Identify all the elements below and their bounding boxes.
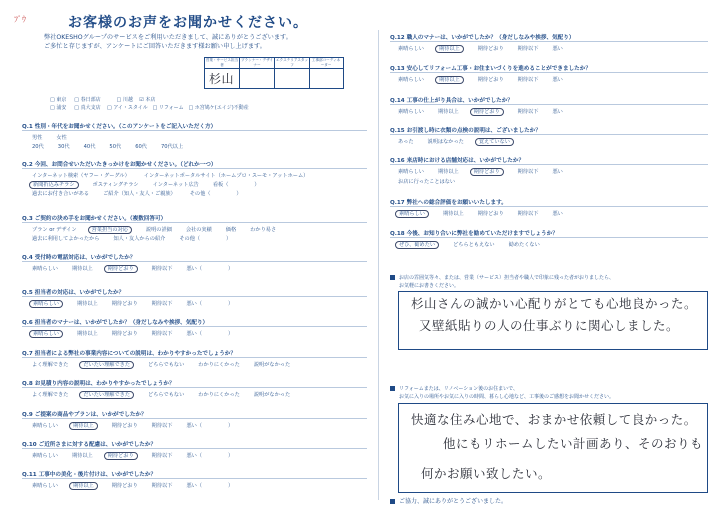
answer-option[interactable]: 期待以上 <box>437 169 459 175</box>
comment1-hand-line-2: 又壁紙貼りの人の仕事ぶりに関心しました。 <box>419 318 680 333</box>
answer-option[interactable]: 期待以上 <box>69 422 98 430</box>
option-row <box>398 108 577 115</box>
option-row <box>32 226 290 233</box>
staff-box <box>204 57 344 89</box>
answer-option[interactable]: 悪い <box>552 211 563 217</box>
answer-option[interactable]: 70代以上 <box>160 144 184 150</box>
branch-checkbox[interactable]: □ <box>107 105 112 111</box>
answer-option[interactable]: その他（ ） <box>189 191 242 197</box>
option-row <box>398 76 577 83</box>
answer-option[interactable]: 悪い（ ） <box>186 483 234 489</box>
option-row <box>398 210 577 217</box>
answer-option[interactable]: 覚えていない <box>475 138 514 146</box>
answer-option[interactable]: インターネット検索（ヤフー・グーグル） <box>32 173 130 179</box>
answer-option[interactable]: 期待以上 <box>71 266 93 272</box>
question-label: Q.9 ご提案の商品やプランは、いかがでしたか？ <box>22 412 147 418</box>
staff-header-exterior: エクステリアスタッフ <box>275 58 309 67</box>
answer-option[interactable]: 知人・友人からの紹介 <box>113 236 166 242</box>
answer-option[interactable]: 期待以下 <box>517 109 539 115</box>
answer-option[interactable]: 男性 <box>32 135 43 141</box>
answer-option[interactable]: あった <box>398 139 414 145</box>
option-row <box>398 168 577 175</box>
branch-checkbox[interactable]: □ <box>74 97 80 103</box>
answer-option[interactable]: 素晴らしい <box>32 423 58 429</box>
option-row <box>32 181 274 188</box>
answer-option[interactable]: 会社の実績 <box>185 227 212 233</box>
question-label: Q.3 ご契約の決め手をお聞かせください。（複数回答可） <box>22 216 167 222</box>
option-row <box>398 241 554 248</box>
answer-option[interactable]: 素晴らしい <box>29 300 63 308</box>
answer-option[interactable]: 素晴らしい <box>398 77 424 83</box>
question-label: Q.1 性別・年代をお聞かせください。（このアンケートをご記入いただく方） <box>22 124 217 130</box>
answer-option[interactable]: 20代 <box>32 144 44 150</box>
answer-option[interactable]: 悪い（ ） <box>186 453 234 459</box>
answer-option[interactable]: 期待以上 <box>442 211 464 217</box>
answer-option[interactable]: だいたい理解できた <box>79 361 134 369</box>
question-label: Q.8 お見積り内容の説明は、わかりやすかったでしょうか？ <box>22 381 175 387</box>
answer-option[interactable]: ぜひ、勧めたい <box>395 241 439 249</box>
answer-option[interactable]: 悪い <box>552 109 563 115</box>
square-bullet-icon <box>390 386 395 391</box>
answer-option[interactable]: 素晴らしい <box>398 169 424 175</box>
answer-option[interactable]: 看板（ ） <box>212 182 260 188</box>
answer-option[interactable]: ポスティングチラシ <box>92 182 139 188</box>
answer-option[interactable]: 新聞折込みチラシ <box>29 181 79 189</box>
option-row <box>32 235 245 242</box>
comment1-box[interactable] <box>398 291 708 350</box>
answer-option[interactable]: 期待以下 <box>517 46 539 52</box>
answer-option[interactable]: 悪い <box>552 46 563 52</box>
option-row <box>32 422 247 429</box>
answer-option[interactable]: 期待以下 <box>517 169 539 175</box>
answer-option[interactable]: 60代 <box>135 144 147 150</box>
staff-header-planner: プランナー・デザイナー <box>240 58 274 67</box>
question-label: Q.12 職人のマナーは、いかがでしたか？（身だしなみや挨拶、気配り） <box>390 35 575 41</box>
answer-option[interactable]: 期待どおり <box>477 46 504 52</box>
question-label: Q.14 工事の仕上がり具合は、いかがでしたか？ <box>390 98 513 104</box>
comment2-box[interactable] <box>398 403 708 493</box>
answer-option[interactable]: その他（ ） <box>179 236 232 242</box>
question-label: Q.13 安心してリフォーム工事・お住まいづくりを進めることができましたか？ <box>390 66 591 72</box>
option-row <box>32 190 256 197</box>
answer-option[interactable]: 期待以上 <box>437 109 459 115</box>
answer-option[interactable]: 期待どおり <box>470 168 504 176</box>
answer-option[interactable]: 50代 <box>109 144 122 150</box>
question-label: Q.7 担当者による弊社の事業内容についての説明は、わかりやすかったでしょうか？ <box>22 351 236 357</box>
answer-option[interactable]: 期待どおり <box>111 331 138 337</box>
option-row <box>32 391 304 398</box>
red-stamp-mark: ﾌﾟｳ <box>14 15 26 24</box>
option-row <box>32 300 247 307</box>
answer-option[interactable]: 期待どおり <box>104 265 138 273</box>
answer-option[interactable]: ご紹介（知人・友人・ご親族） <box>103 191 176 197</box>
answer-option[interactable]: インターネット広告 <box>152 182 199 188</box>
answer-option[interactable]: 期待以上 <box>435 76 464 84</box>
branch-checkbox-checked[interactable]: ☑ <box>139 97 144 103</box>
answer-option[interactable]: 勧めたくない <box>508 242 540 248</box>
answer-option[interactable]: 期待以上 <box>76 301 98 307</box>
answer-option-extra[interactable]: お店に行ったことはない <box>398 179 456 185</box>
comment2-hand-line-3: 何かお願い致したい。 <box>421 466 552 481</box>
square-bullet-icon <box>390 275 395 280</box>
answer-option[interactable]: 素晴らしい <box>32 266 58 272</box>
answer-option[interactable]: 説明はなかった <box>427 139 464 145</box>
staff-header-sales: 営業・サービス担当者 <box>205 58 239 67</box>
answer-option[interactable]: 期待どおり <box>477 77 504 83</box>
comment2-hand-line-2: 他にもリホームしたい計画あり、そのおりも <box>443 436 704 451</box>
option-row <box>32 361 304 368</box>
option-row <box>32 330 247 337</box>
answer-option[interactable]: 期待以下 <box>517 77 539 83</box>
square-bullet-icon <box>390 499 395 504</box>
answer-option[interactable]: 期待どおり <box>477 211 504 217</box>
answer-option[interactable]: 40代 <box>83 144 96 150</box>
comment1-prompt-2: お気軽にお書きください。 <box>399 283 460 289</box>
answer-option[interactable]: 期待以下 <box>517 211 539 217</box>
answer-option[interactable]: 説明がなかった <box>253 392 291 398</box>
question-label: Q.4 受付時の電話対応は、いかがでしたか？ <box>22 255 136 261</box>
answer-option[interactable]: インターネットポータルサイト（ホームプロ・スーモ・アットホーム） <box>143 173 309 179</box>
answer-option[interactable]: 期待以下 <box>151 483 173 489</box>
answer-option[interactable]: 価格 <box>225 227 237 233</box>
answer-option[interactable]: よく理解できた <box>32 362 69 368</box>
option-row <box>32 134 81 141</box>
answer-option[interactable]: 営業担当の対応 <box>88 226 132 234</box>
answer-option[interactable]: 説明がなかった <box>253 362 291 368</box>
option-row <box>398 138 528 145</box>
option-row <box>32 452 247 459</box>
answer-option[interactable]: 期待以下 <box>151 301 173 307</box>
branch-checkbox[interactable]: □ <box>74 105 80 111</box>
answer-option[interactable]: 期待以上 <box>69 482 98 490</box>
answer-option[interactable]: 期待以下 <box>151 266 173 272</box>
question-label: Q.15 お引渡し時に衣類の点検の説明は、ございましたか？ <box>390 128 541 134</box>
answer-option[interactable]: 説明の詳細 <box>145 227 172 233</box>
question-label: Q.5 担当者の対応は、いかがでしたか？ <box>22 290 125 296</box>
answer-option[interactable]: 素晴らしい <box>395 210 429 218</box>
answer-option[interactable]: どちらでもない <box>148 392 185 398</box>
answer-option[interactable]: だいたい理解できた <box>79 391 134 399</box>
answer-option[interactable]: 悪い（ ） <box>186 331 234 337</box>
answer-option[interactable]: 素晴らしい <box>29 330 63 338</box>
answer-option[interactable]: 過去にお付き合いがある <box>32 191 90 197</box>
comment1-hand-line-1: 杉山さんの誠かい心配りがとても心地良かった。 <box>411 296 698 311</box>
answer-option[interactable]: 素晴らしい <box>32 483 58 489</box>
answer-option[interactable]: 期待以上 <box>435 45 464 53</box>
staff-handwritten-name: 杉山 <box>209 72 235 86</box>
question-label: Q.16 来店時における店舗対応は、いかがでしたか？ <box>390 158 525 164</box>
staff-header-construction: 工事部コーディネーター <box>311 58 341 67</box>
comment2-hand-line-1: 快適な住み心地で、おまかせ依頼して良かった。 <box>411 412 697 427</box>
answer-option[interactable]: 期待どおり <box>111 301 138 307</box>
page-title: お客様のお声をお聞かせください。 <box>68 15 308 31</box>
answer-option[interactable]: 悪い（ ） <box>186 423 234 429</box>
answer-option[interactable]: どちらともえない <box>453 242 495 248</box>
option-row <box>32 172 322 179</box>
option-row <box>32 143 197 150</box>
option-row <box>398 45 577 52</box>
answer-option[interactable]: 期待どおり <box>470 108 504 116</box>
branch-checkbox[interactable]: □ <box>152 105 158 111</box>
answer-option[interactable]: 女性 <box>56 135 67 141</box>
question-label: Q.2 今回、お問合せいただいたきっかけをお聞かせください。（どれか一つ） <box>22 162 217 168</box>
answer-option[interactable]: わかりにくかった <box>198 362 240 368</box>
answer-option[interactable]: 期待以下 <box>151 423 173 429</box>
answer-option[interactable]: 期待どおり <box>104 452 138 460</box>
comment2-prompt-1: リフォームまたは、リノベーション後のお住まいで、 <box>390 385 518 392</box>
branch-checkbox[interactable]: □ <box>116 97 122 103</box>
answer-option[interactable]: どちらでもない <box>148 362 185 368</box>
answer-option[interactable]: 悪い <box>552 77 563 83</box>
answer-option[interactable]: よく理解できた <box>32 392 69 398</box>
branch-row-2: □ 浦安 □ 真大支店 □ アイ・スタイル □ リフォーム □ ホ宮鳩ケ(エイジ)不動産 <box>50 105 249 111</box>
answer-option[interactable]: 期待以上 <box>71 453 93 459</box>
answer-option[interactable]: 素晴らしい <box>398 109 424 115</box>
option-row <box>32 265 247 272</box>
answer-option[interactable]: 期待以下 <box>151 453 173 459</box>
intro-line-1: 弊社OKESHOグループのサービスをご利用いただきまして、誠にありがとうございます。 <box>44 34 292 41</box>
answer-option[interactable]: わかりにくかった <box>198 392 240 398</box>
question-label: Q.18 今後、お知り合いに弊社を勧めていただけますでしょうか？ <box>390 231 558 237</box>
answer-option[interactable]: 素晴らしい <box>32 453 58 459</box>
branch-checkbox[interactable]: □ <box>188 105 194 111</box>
answer-option[interactable]: 期待以上 <box>76 331 98 337</box>
question-label: Q.11 工事中の美化・後片付けは、いかがでしたか？ <box>22 472 157 478</box>
answer-option[interactable]: 期待以下 <box>151 331 173 337</box>
question-label: Q.10 ご近所さまに対する配慮は、いかがでしたか？ <box>22 442 157 448</box>
question-label: Q.6 担当者のマナーは、いかがでしたか？（身だしなみや挨拶、気配り） <box>22 320 209 326</box>
answer-option[interactable]: 悪い（ ） <box>186 301 234 307</box>
answer-option[interactable]: プラン or デザイン <box>32 227 77 233</box>
question-label: Q.17 弊社への総合評価をお願いいたします。 <box>390 200 507 206</box>
answer-option[interactable]: 過去に利用してよかったから <box>32 236 100 242</box>
footer-thanks: ご協力、誠にありがとうございました。 <box>390 496 507 505</box>
answer-option[interactable]: 期待どおり <box>111 423 138 429</box>
answer-option[interactable]: わかり易さ <box>250 227 277 233</box>
answer-option[interactable]: 悪い <box>552 169 563 175</box>
branch-checkbox[interactable]: □ <box>50 105 55 111</box>
comment1-prompt-1: お店の雰囲気等々、または、営業（サービス）担当者や職人で印象に残った者がおりましたら、 <box>390 274 614 281</box>
intro-line-2: ご多忙と存じますが、アンケートにご回答いただきます様お願い申し上げます。 <box>44 43 266 50</box>
answer-option[interactable]: 期待どおり <box>111 483 138 489</box>
branch-row-1: □ 東京 □ 春日部店 □ 川越 ☑ 本店 <box>50 97 156 103</box>
answer-option[interactable]: 素晴らしい <box>398 46 424 52</box>
answer-option[interactable]: 30代 <box>57 144 70 150</box>
answer-option[interactable]: 悪い（ ） <box>186 266 234 272</box>
option-row <box>32 482 247 489</box>
comment2-prompt-2: お気に入りの場所やお気に入りの時間、暮らし心地など、工事後のご感想をお聞かせください。 <box>399 394 615 400</box>
branch-checkbox[interactable]: □ <box>50 97 55 103</box>
